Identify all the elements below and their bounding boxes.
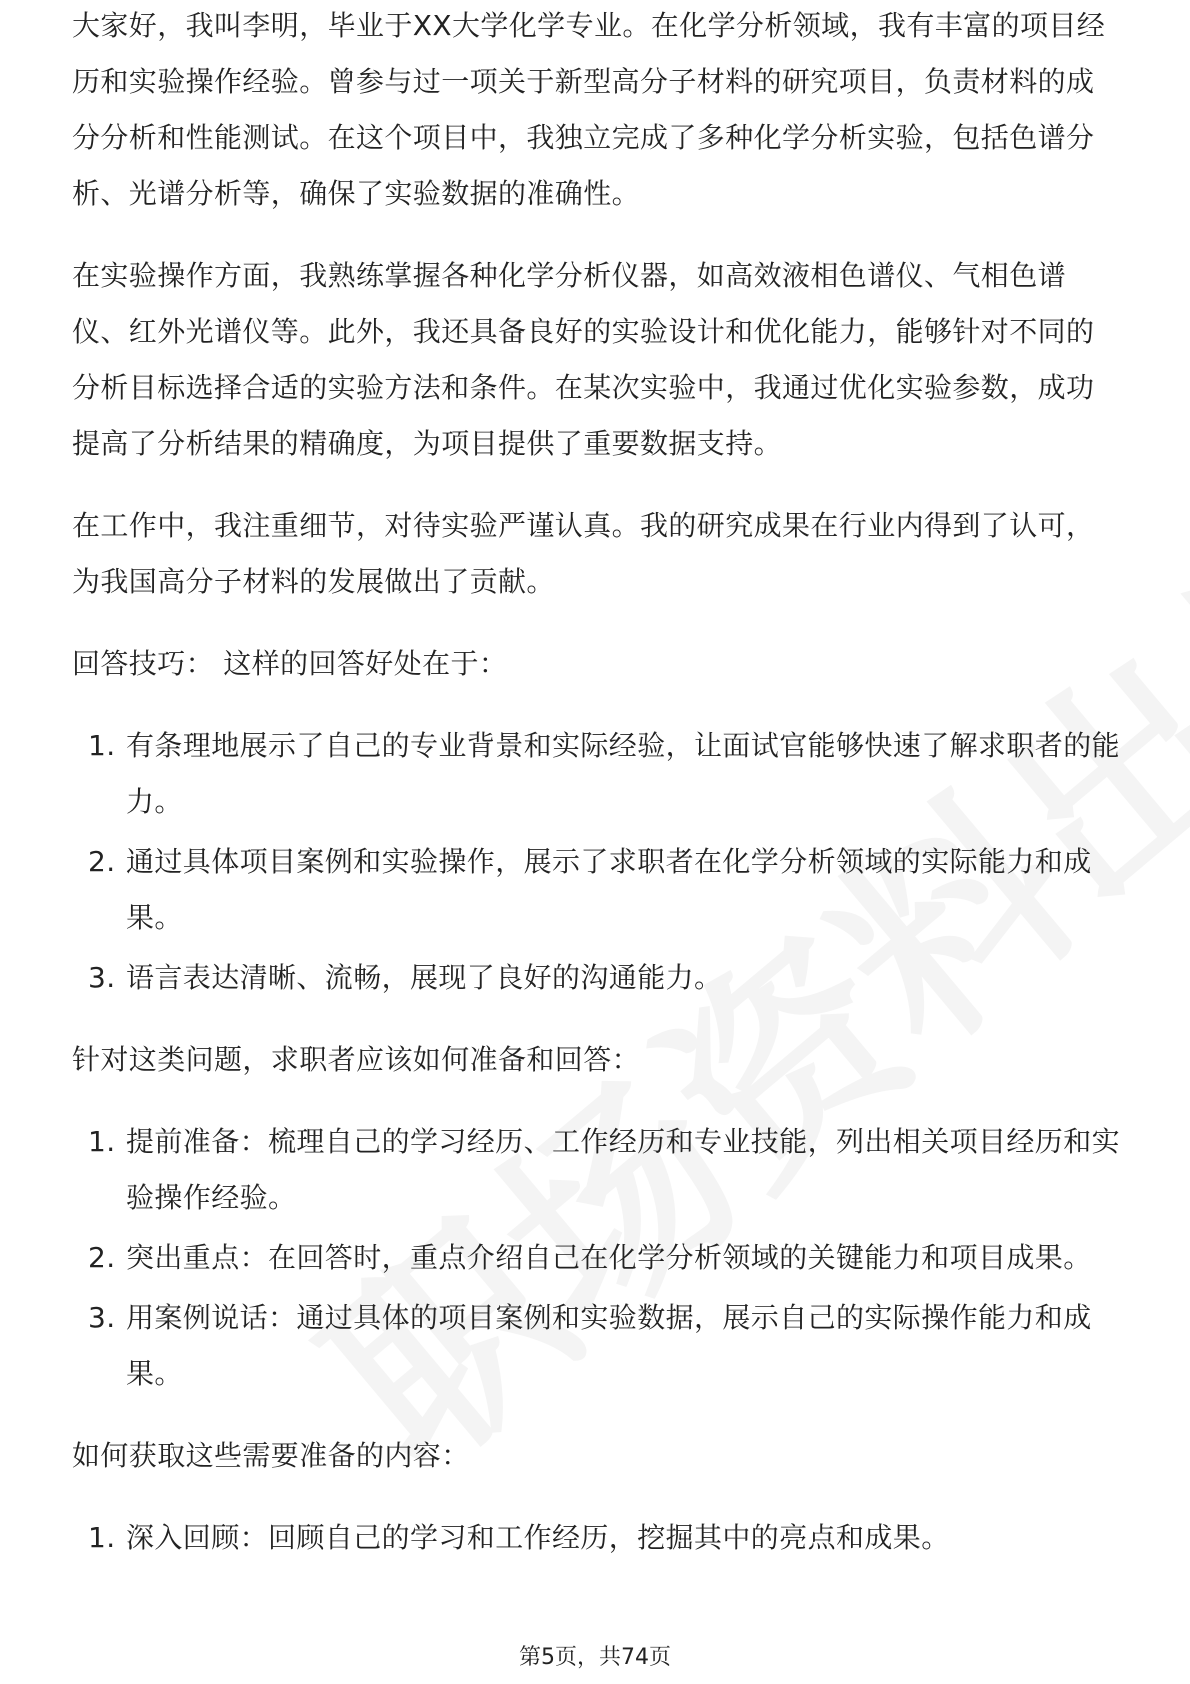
list-item bbox=[72, 1230, 1122, 1286]
list-number: 1. bbox=[88, 1521, 116, 1554]
list-item bbox=[72, 1510, 1122, 1566]
tips-heading: 回答技巧： 这样的回答好处在于： bbox=[72, 647, 508, 680]
paragraph-intro: 大家好，我叫李明，毕业于XX大学化学专业。在化学分析领域，我有丰富的项目经历和实验操作经验。曾参与过一项关于新型高分子材料的研究项目，负责材料的成分分析和性能测试。在这个项目中，我独立完成了多种化学分析实验，包括色谱分析、光谱分析等，确保了实验数据的准确性。 bbox=[72, 9, 1106, 210]
list-text: 深入回顾：回顾自己的学习和工作经历，挖掘其中的亮点和成果。 bbox=[126, 1521, 950, 1554]
obtain-list bbox=[72, 1510, 1122, 1566]
prepare-list bbox=[72, 1114, 1122, 1402]
paragraph-work-attitude: 在工作中，我注重细节，对待实验严谨认真。我的研究成果在行业内得到了认可，为我国高分子材料的发展做出了贡献。 bbox=[72, 509, 1095, 598]
list-text: 通过具体项目案例和实验操作，展示了求职者在化学分析领域的实际能力和成果。 bbox=[126, 845, 1092, 934]
list-number: 1. bbox=[88, 1125, 116, 1158]
list-item bbox=[72, 1114, 1122, 1226]
list-item bbox=[72, 950, 1122, 1006]
list-number: 3. bbox=[88, 1301, 116, 1334]
list-item bbox=[72, 834, 1122, 946]
list-text: 突出重点：在回答时，重点介绍自己在化学分析领域的关键能力和项目成果。 bbox=[126, 1241, 1092, 1274]
list-number: 2. bbox=[88, 845, 116, 878]
list-text: 用案例说话：通过具体的项目案例和实验数据，展示自己的实际操作能力和成果。 bbox=[126, 1301, 1092, 1390]
list-text: 语言表达清晰、流畅，展现了良好的沟通能力。 bbox=[126, 961, 723, 994]
list-number: 1. bbox=[88, 729, 116, 762]
prepare-heading: 针对这类问题，求职者应该如何准备和回答： bbox=[72, 1043, 641, 1076]
list-number: 3. bbox=[88, 961, 116, 994]
tips-list bbox=[72, 718, 1122, 1006]
page-footer: 第5页，共74页 bbox=[519, 1645, 671, 1670]
list-text: 提前准备：梳理自己的学习经历、工作经历和专业技能，列出相关项目经历和实验操作经验。 bbox=[126, 1125, 1121, 1214]
list-number: 2. bbox=[88, 1241, 116, 1274]
obtain-heading: 如何获取这些需要准备的内容： bbox=[72, 1439, 470, 1472]
document-body bbox=[72, 9, 1122, 1592]
paragraph-lab-skills: 在实验操作方面，我熟练掌握各种化学分析仪器，如高效液相色谱仪、气相色谱仪、红外光谱仪等。此外，我还具备良好的实验设计和优化能力，能够针对不同的分析目标选择合适的实验方法和条件。在某次实验中，我通过优化实验参数，成功提高了分析结果的精确度，为项目提供了重要数据支持。 bbox=[72, 259, 1095, 460]
list-item bbox=[72, 1290, 1122, 1402]
list-text: 有条理地展示了自己的专业背景和实际经验，让面试官能够快速了解求职者的能力。 bbox=[126, 729, 1121, 818]
list-item bbox=[72, 718, 1122, 830]
